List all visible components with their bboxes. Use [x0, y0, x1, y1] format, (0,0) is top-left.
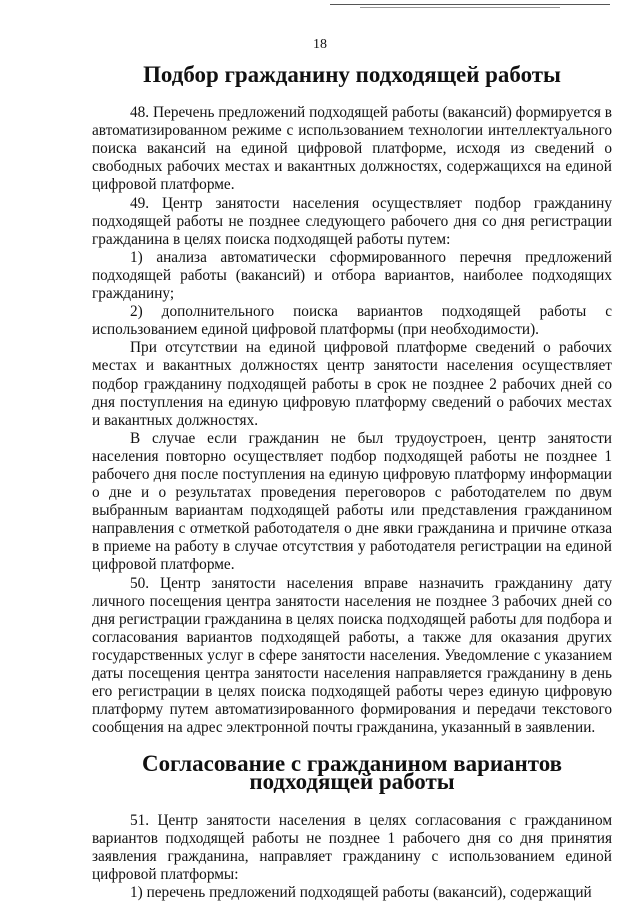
paragraph-48: 48. Перечень предложений подходящей работы (вакансий) формируется в автоматизированном режиме с использованием технологии интеллектуального поиска вакансий на единой цифровой платформе, исходя из сведений о свободных рабочих местах и вакантных должностях, содержащихся на единой цифровой платформе. — [92, 104, 612, 194]
document-body — [92, 62, 612, 902]
paragraph-51: 51. Центр занятости населения в целях согласования с гражданином вариантов подходящей работы не позднее 1 рабочего дня со дня принятия заявления гражданина, направляет гражданину с использованием единой цифровой платформы: — [92, 811, 612, 883]
paragraph-49: 49. Центр занятости населения осуществляет подбор гражданину подходящей работы не позднее следующего рабочего дня со дня регистрации гражданина в целях поиска подходящей работы путем: — [92, 194, 612, 248]
paragraph-not-employed: В случае если гражданин не был трудоустроен, центр занятости населения повторно осуществляет подбор подходящей работы не позднее 1 рабочего дня после поступления на единую цифровую платформу информации о дне и о результатах проведения переговоров с работодателем по двум выбранным вариантам подходящей работы или представления гражданином направления с отметкой работодателя о дне явки гражданина и причине отказа в приеме на работу в случае отсутствия у работодателя регистрации на единой цифровой платформе. — [92, 429, 612, 574]
page-number: 18 — [313, 37, 327, 52]
paragraph-51-item-1: 1) перечень предложений подходящей работы (вакансий), содержащий — [130, 883, 592, 901]
header-rule-secondary — [360, 7, 560, 8]
paragraph-no-vacancies: При отсутствии на единой цифровой платформе сведений о рабочих местах и вакантных должностях центр занятости населения осуществляет подбор гражданину подходящей работы в срок не позднее 2 рабочих дней со дня поступления на единую цифровую платформу сведений о рабочих местах и вакантных должностях. — [92, 339, 612, 429]
paragraph-50: 50. Центр занятости населения вправе назначить гражданину дату личного посещения центра занятости населения не позднее 3 рабочих дней со дня регистрации гражданина в целях поиска подходящей работы для подбора и согласования вариантов подходящей работы, а также для оказания других государственных услуг в сфере занятости населения. Уведомление с указанием даты посещения центра занятости населения направляется гражданину в день его регистрации в целях поиска подходящей работы через единую цифровую платформу путем автоматизированного формирования и передачи текстового сообщения на адрес электронной почты гражданина, указанный в заявлении. — [92, 574, 612, 737]
section-heading-agreement: Согласование с гражданином вариантов подходящей работы — [142, 751, 562, 795]
section-heading-selection: Подбор гражданину подходящей работы — [143, 62, 561, 87]
header-rule — [330, 4, 610, 5]
paragraph-49-item-1: 1) анализа автоматически сформированного перечня предложений подходящей работы (вакансий) и отбора вариантов, наиболее подходящих гражданину; — [92, 248, 612, 303]
paragraph-49-item-2: 2) дополнительного поиска вариантов подходящей работы с использованием единой цифровой платформы (при необходимости). — [92, 303, 612, 339]
